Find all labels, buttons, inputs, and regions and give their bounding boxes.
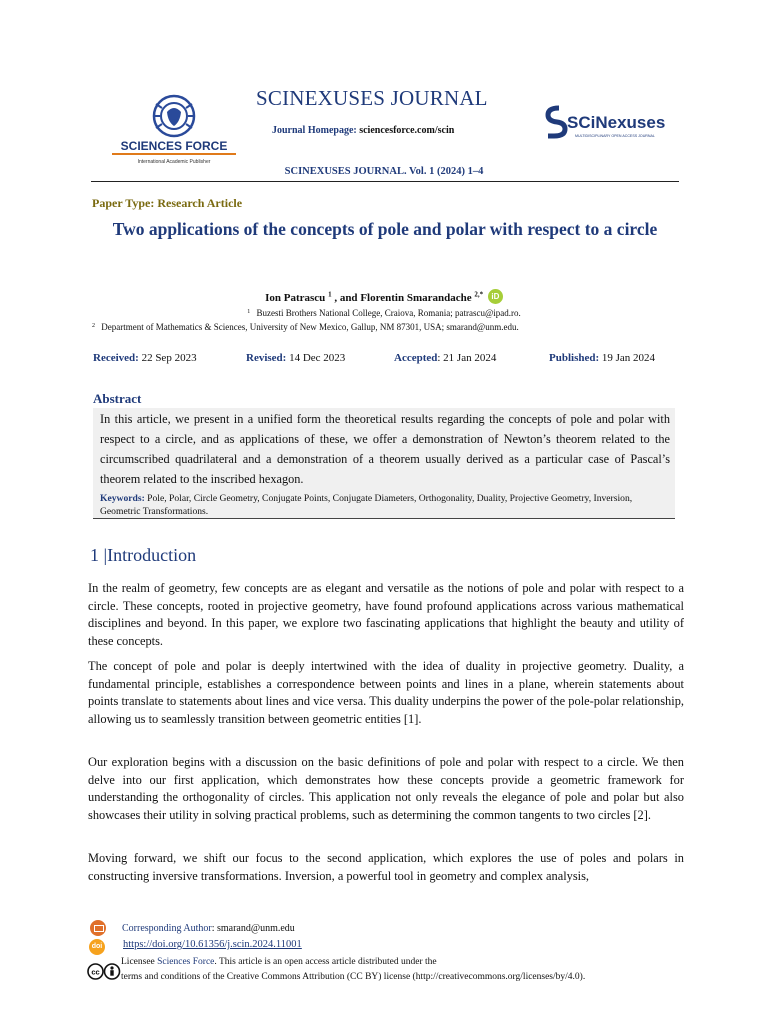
paragraph: In the realm of geometry, few concepts are as elegant and versatile as the notions of pole and polar with respect to a circle. These concepts, rooted in projective geometry, have found profound applications across various mathematical disciplines and beyond. In this paper, we explore two fascinating applications that highlight the beauty and utility of these concepts. [88, 581, 684, 648]
lion-emblem-icon [154, 96, 194, 136]
logo-tagline: MULTIDISCIPLINARY OPEN ACCESS JOURNAL [575, 134, 655, 138]
section-heading-introduction: 1 |Introduction [90, 545, 197, 565]
keywords-label: Keywords: [100, 493, 145, 504]
mail-icon [90, 920, 106, 936]
author-affiliation-mark: 2,* [474, 290, 484, 299]
homepage-label: Journal Homepage: [272, 125, 357, 136]
author-affiliation-mark: 1 [328, 290, 332, 299]
volume-line: SCINEXUSES JOURNAL. Vol. 1 (2024) 1–4 [284, 166, 484, 177]
affiliation-text: Department of Mathematics & Sciences, University of New Mexico, Gallup, NM 87301, USA; smarand@unm.edu. [101, 322, 519, 332]
author-line [0, 289, 768, 304]
license-holder: Sciences Force [157, 957, 215, 967]
doi-icon: doi [89, 939, 105, 955]
sciences-force-logo [110, 90, 238, 168]
doi-link[interactable]: https://doi.org/10.61356/j.scin.2024.11001 [123, 939, 302, 950]
logo-wordmark: SCiNexuses [567, 113, 666, 132]
corresponding-label: Corresponding Author [122, 923, 212, 934]
affiliation-number: 1 [247, 309, 251, 315]
affiliation-1 [0, 308, 768, 318]
accepted-date: Accepted: 21 Jan 2024 [394, 352, 497, 364]
logo-tagline: International Academic Publisher [137, 159, 211, 165]
author-separator: , and [331, 292, 361, 304]
author-name: Florentin Smarandache [360, 292, 472, 304]
keywords-list: Pole, Polar, Circle Geometry, Conjugate Points, Conjugate Diameters, Orthogonality, Duality, Projective Geometry, Inversion, Geometric Transformations. [100, 493, 633, 517]
corresponding-email[interactable]: : smarand@unm.edu [211, 923, 295, 934]
revised-date: Revised: 14 Dec 2023 [246, 352, 346, 364]
published-date: Published: 19 Jan 2024 [549, 352, 656, 364]
abstract-text: In this article, we present in a unified form the theoretical results regarding the concepts of pole and polar with respect to a circle, and as applications of these, we offer a demonstration of Newton’s theorem related to the circumscribed quadrilateral and a demonstration of a theorem usually derived as a particular case of Pascal’s theorem related to the inscribed hexagon. [100, 412, 670, 486]
homepage-link[interactable]: sciencesforce.com/scin [359, 125, 455, 136]
logo-wordmark: SCIENCES FORCE [120, 139, 228, 153]
keywords [100, 492, 660, 518]
orcid-icon[interactable]: iD [488, 289, 503, 304]
scinexuses-logo [545, 102, 670, 142]
journal-homepage [272, 125, 454, 136]
scinexuses-s-mark-icon [548, 108, 565, 136]
creative-commons-icon [87, 963, 121, 980]
affiliation-text: Buzesti Brothers National College, Craiova, Romania; patrascu@ipad.ro. [256, 308, 521, 318]
paragraph: Moving forward, we shift our focus to the second application, which explores the use of poles and polars in constructing inversive transformations. Inversion, a powerful tool in geometry and complex analysis, [88, 851, 684, 883]
license-line-2: terms and conditions of the Creative Commons Attribution (CC BY) license (http://creativecommons.org/licenses/by/4.0). [121, 972, 586, 982]
author-name: Ion Patrascu [265, 292, 326, 304]
corresponding-author [122, 923, 295, 934]
journal-title: SCINEXUSES JOURNAL [256, 86, 488, 110]
abstract-heading: Abstract [93, 391, 142, 406]
header-divider [91, 181, 679, 182]
accepted-label: Accepted [394, 352, 438, 364]
affiliation-number: 2 [92, 323, 95, 329]
paper-title: Two applications of the concepts of pole and polar with respect to a circle [112, 219, 658, 239]
revised-label: Revised: [246, 352, 287, 364]
received-date: Received: 22 Sep 2023 [93, 352, 197, 364]
paper-type: Paper Type: Research Article [92, 196, 243, 210]
license-line-1: Licensee Sciences Force. This article is an open access article distributed under the [121, 957, 437, 967]
paragraph: Our exploration begins with a discussion on the basic definitions of pole and polar with respect to a circle. We then delve into our first application, which demonstrates how these concepts provide a geometric framework for understanding the orthogonality of circles. This application not only reveals the elegance of pole and polar but also showcases their utility in solving practical problems, such as determining the common tangents to two circles [2]. [88, 755, 684, 822]
affiliation-2 [92, 322, 519, 332]
paragraph: The concept of pole and polar is deeply intertwined with the idea of duality in projective geometry. Duality, a fundamental principle, establishes a correspondence between points and lines in a plane, wherein statements about points translate to statements about lines and vice versa. This duality underpins the power of the pole-polar relationship, allowing us to seamlessly transition between geometric entities [1]. [88, 659, 684, 726]
svg-text:cc: cc [91, 967, 100, 977]
received-label: Received: [93, 352, 139, 364]
published-label: Published: [549, 352, 600, 364]
